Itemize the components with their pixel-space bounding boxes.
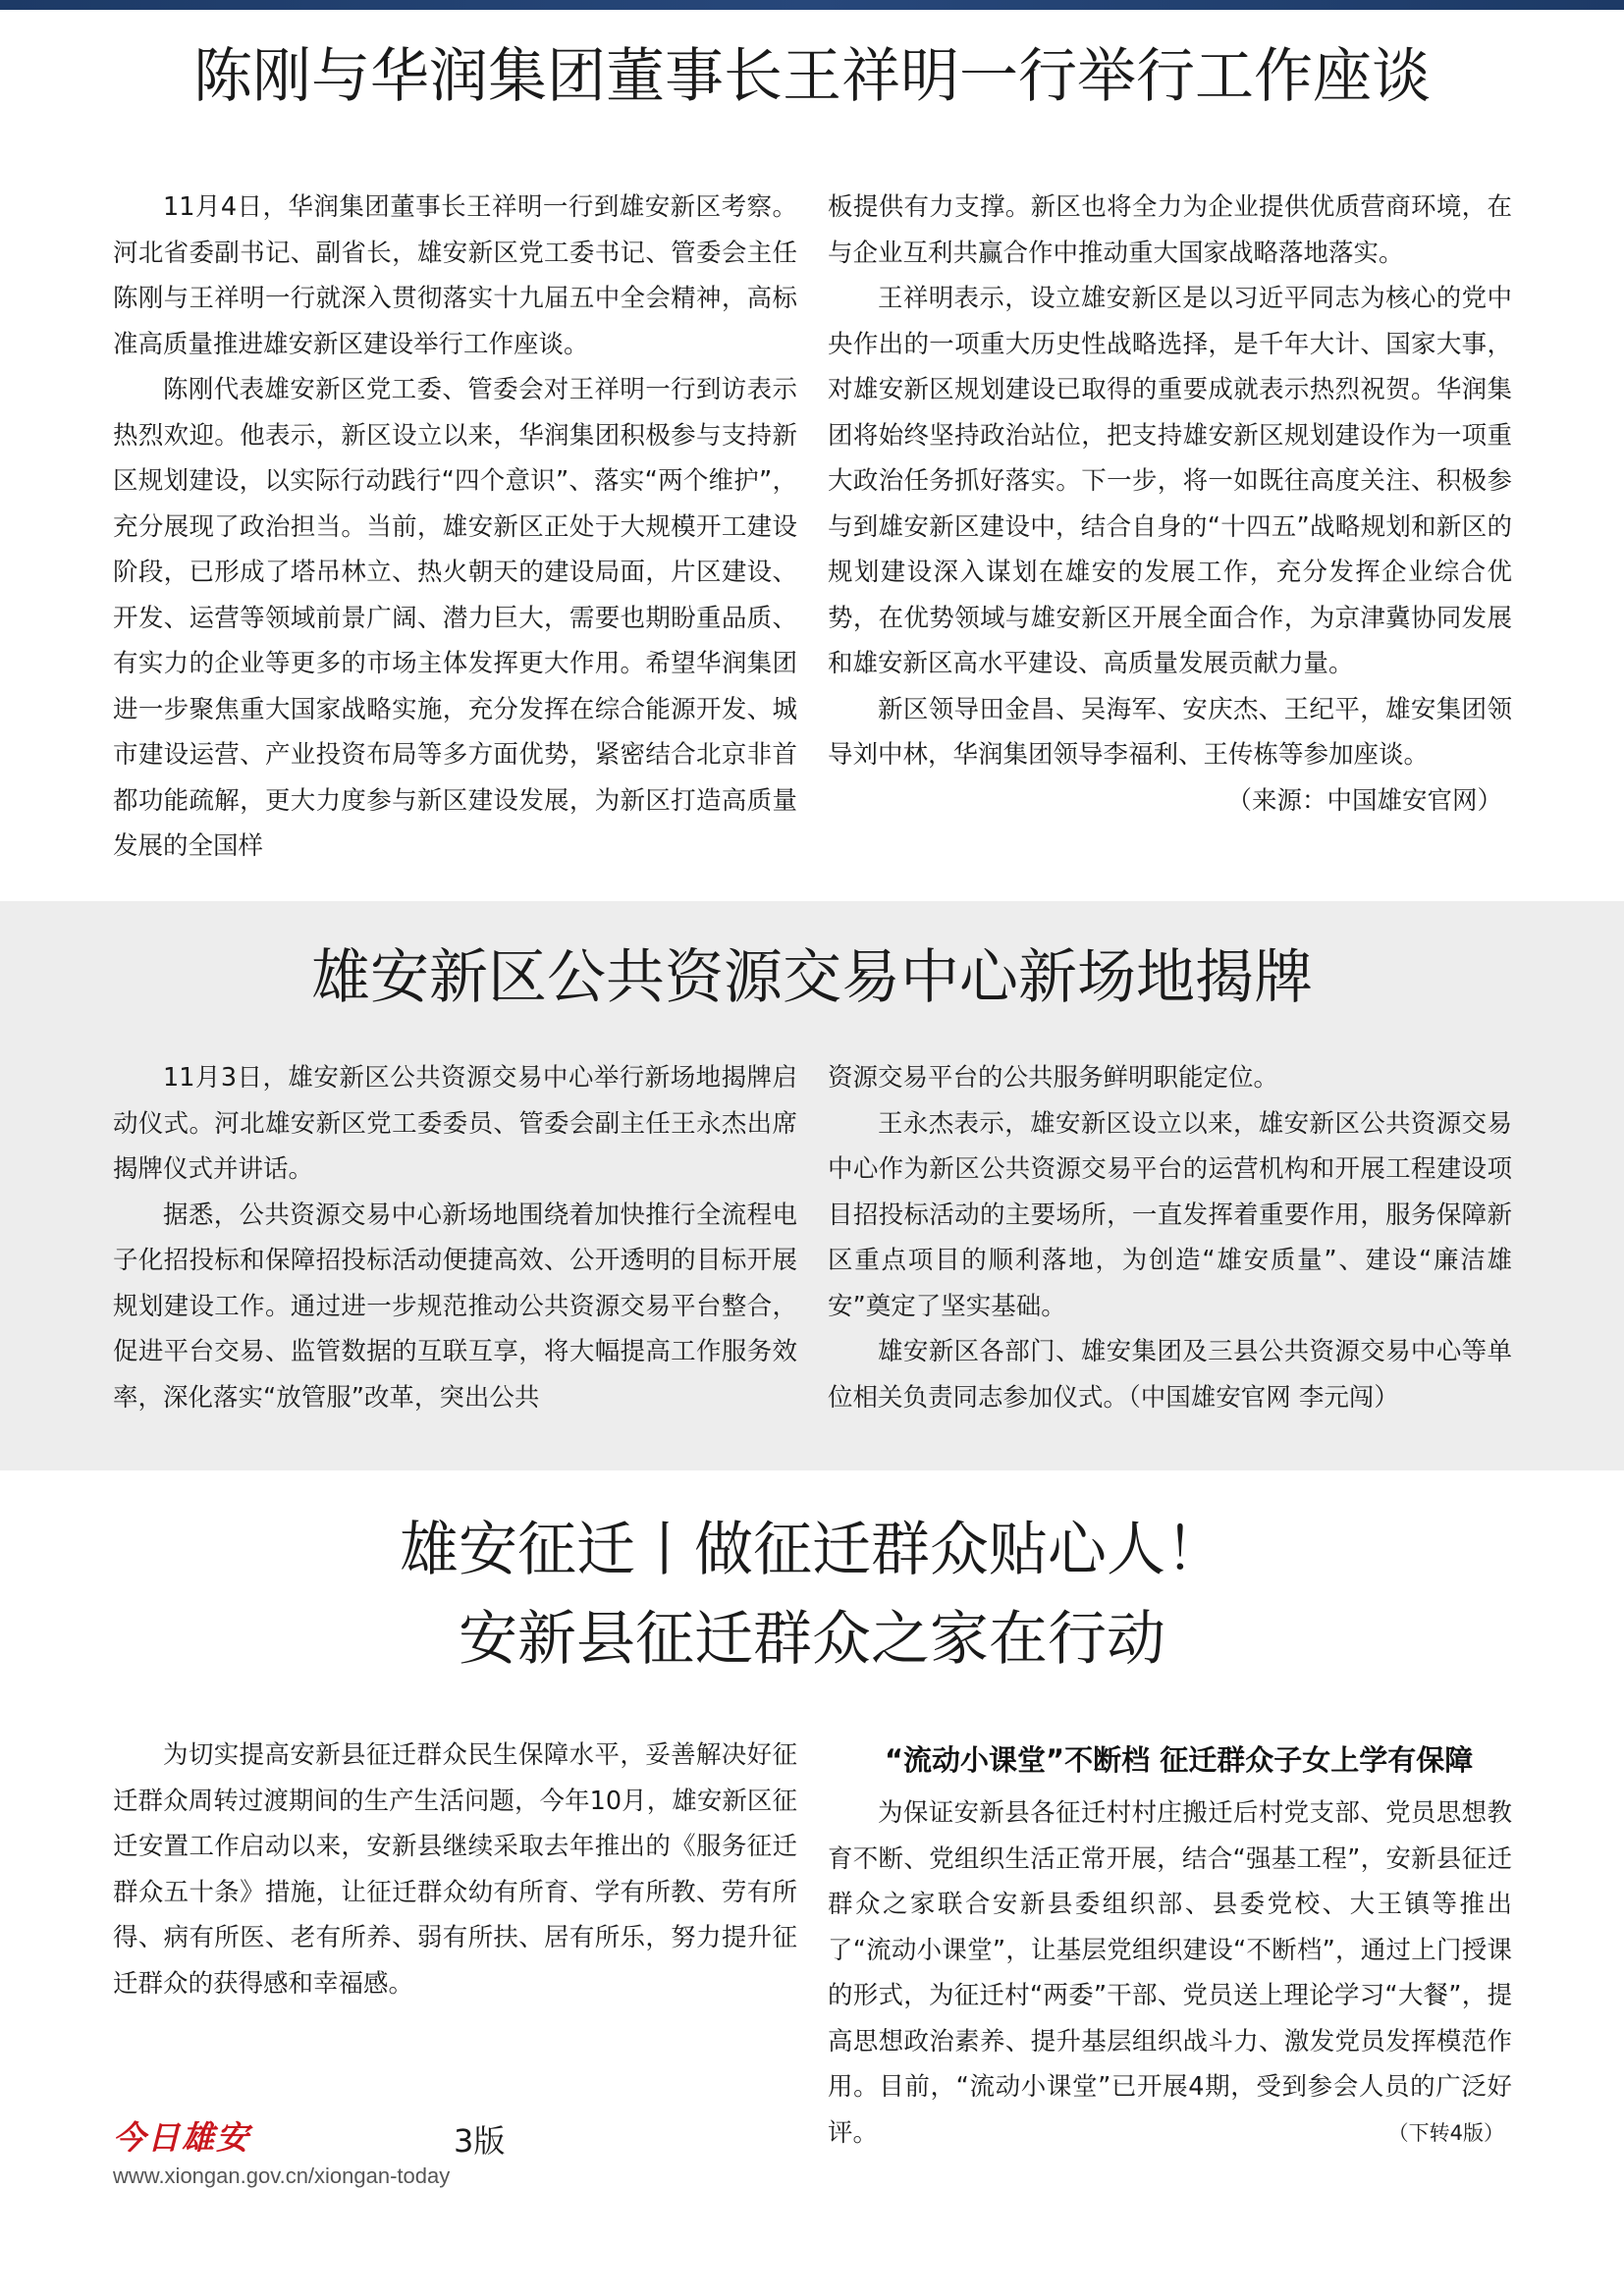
- article2-left-p1: 11月3日，雄安新区公共资源交易中心举行新场地揭牌启动仪式。河北雄安新区党工委委员、管委会副主任王永杰出席揭牌仪式并讲话。: [113, 1063, 797, 1184]
- article2-title: 雄安新区公共资源交易中心新场地揭牌: [311, 943, 1313, 1012]
- article1-title: 陈刚与华润集团董事长王祥明一行举行工作座谈: [193, 42, 1431, 111]
- article1-right-p2: [828, 687, 1512, 816]
- article3-left-p1: 为切实提高安新县征迁群众民生保障水平，妥善解决好征迁群众周转过渡期间的生产生活问题，今年10月，雄安新区征迁安置工作启动以来，安新县继续采取去年推出的《服务征迁群众五十条》措施，让征迁群众幼有所育、学有所教、劳有所得、病有所医、老有所养、弱有所扶、居有所乐，努力提升征迁群众的获得感和幸福感。: [113, 1740, 797, 1999]
- article2-right-p2: 雄安新区各部门、雄安集团及三县公共资源交易中心等单位相关负责同志参加仪式。（中国雄安官网 李元闯）: [828, 1337, 1512, 1413]
- article3-title-line2: 安新县征迁群众之家在行动: [459, 1605, 1165, 1674]
- edition-number: 3版: [454, 2122, 506, 2160]
- article1-source: （来源：中国雄安官网）: [1226, 785, 1502, 816]
- article2-right-column: [828, 1055, 1512, 1420]
- article2-left-p2: 据悉，公共资源交易中心新场地围绕着加快推行全流程电子化招投标和保障招投标活动便捷高效、公开透明的目标开展规划建设工作。通过进一步规范推动公共资源交易平台整合，促进平台交易、监管数据的互联互享，将大幅提高工作服务效率，深化落实“放管服”改革，突出公共: [113, 1200, 797, 1413]
- article2-left-column: [113, 1055, 797, 1420]
- article1-right-p1: 王祥明表示，设立雄安新区是以习近平同志为核心的党中央作出的一项重大历史性战略选择，是千年大计、国家大事，对雄安新区规划建设已取得的重要成就表示热烈祝贺。华润集团将始终坚持政治站位，把支持雄安新区规划建设作为一项重大政治任务抓好落实。下一步，将一如既往高度关注、积极参与到雄安新区建设中，结合自身的“十四五”战略规划和新区的规划建设深入谋划在雄安的发展工作，充分发挥企业综合优势，在优势领域与雄安新区开展全面合作，为京津冀协同发展和雄安新区高水平建设、高质量发展贡献力量。: [828, 284, 1512, 678]
- article3-left-column: [113, 1733, 797, 2006]
- article3-right-p1-text: 为保证安新县各征迁村村庄搬迁后村党支部、党员思想教育不断、党组织生活正常开展，结合“强基工程”，安新县征迁群众之家联合安新县委组织部、县委党校、大王镇等推出了“流动小课堂”，让基层党组织建设“不断档”，通过上门授课的形式，为征迁村“两委”干部、党员送上理论学习“大餐”，提高思想政治素养、提升基层组织战斗力、激发党员发挥模范作用。目前，“流动小课堂”已开展4期，受到参会人员的广泛好评。: [828, 1798, 1512, 2148]
- article1-right-column: [828, 185, 1512, 824]
- article1-right-p2-text: 新区领导田金昌、吴海军、安庆杰、王纪平，雄安集团领导刘中林，华润集团领导李福利、王传栋等参加座谈。: [828, 694, 1512, 770]
- publication-logo: 今日雄安: [113, 2118, 250, 2157]
- article3-title-line1: 雄安征迁丨做征迁群众贴心人！: [400, 1516, 1224, 1584]
- article1-left-p1: 11月4日，华润集团董事长王祥明一行到雄安新区考察。河北省委副书记、副省长，雄安新区党工委书记、管委会主任陈刚与王祥明一行就深入贯彻落实十九届五中全会精神，高标准高质量推进雄安新区建设举行工作座谈。: [113, 192, 797, 359]
- article1-left-p2: 陈刚代表雄安新区党工委、管委会对王祥明一行到访表示热烈欢迎。他表示，新区设立以来，华润集团积极参与支持新区规划建设，以实际行动践行“四个意识”、落实“两个维护”，充分展现了政治担当。当前，雄安新区正处于大规模开工建设阶段，已形成了塔吊林立、热火朝天的建设局面，片区建设、开发、运营等领域前景广阔、潜力巨大，需要也期盼重品质、有实力的企业等更多的市场主体发挥更大作用。希望华润集团进一步聚焦重大国家战略实施，充分发挥在综合能源开发、城市建设运营、产业投资布局等多方面优势，紧密结合北京非首都功能疏解，更大力度参与新区建设发展，为新区打造高质量发展的全国样: [113, 375, 797, 861]
- article2-right-p1: 王永杰表示，雄安新区设立以来，雄安新区公共资源交易中心作为新区公共资源交易平台的运营机构和开展工程建设项目招投标活动的主要场所，一直发挥着重要作用，服务保障新区重点项目的顺利落地，为创造“雄安质量”、建设“廉洁雄安”奠定了坚实基础。: [828, 1108, 1512, 1321]
- article1-right-continuation: 板提供有力支撑。新区也将全力为企业提供优质营商环境，在与企业互利共赢合作中推动重大国家战略落地落实。: [828, 192, 1512, 268]
- article3-right-column: [828, 1737, 1512, 2156]
- article1-left-column: [113, 185, 797, 870]
- article2-right-continuation: 资源交易平台的公共服务鲜明职能定位。: [828, 1063, 1279, 1093]
- top-accent-bar: [0, 0, 1624, 10]
- article3-right-p1: [828, 1790, 1512, 2156]
- continued-note: （下转4版）: [1387, 2120, 1504, 2145]
- article3-subhead: “流动小课堂”不断档 征迁群众子女上学有保障: [885, 1743, 1474, 1777]
- website-url[interactable]: www.xiongan.gov.cn/xiongan-today: [113, 2163, 451, 2188]
